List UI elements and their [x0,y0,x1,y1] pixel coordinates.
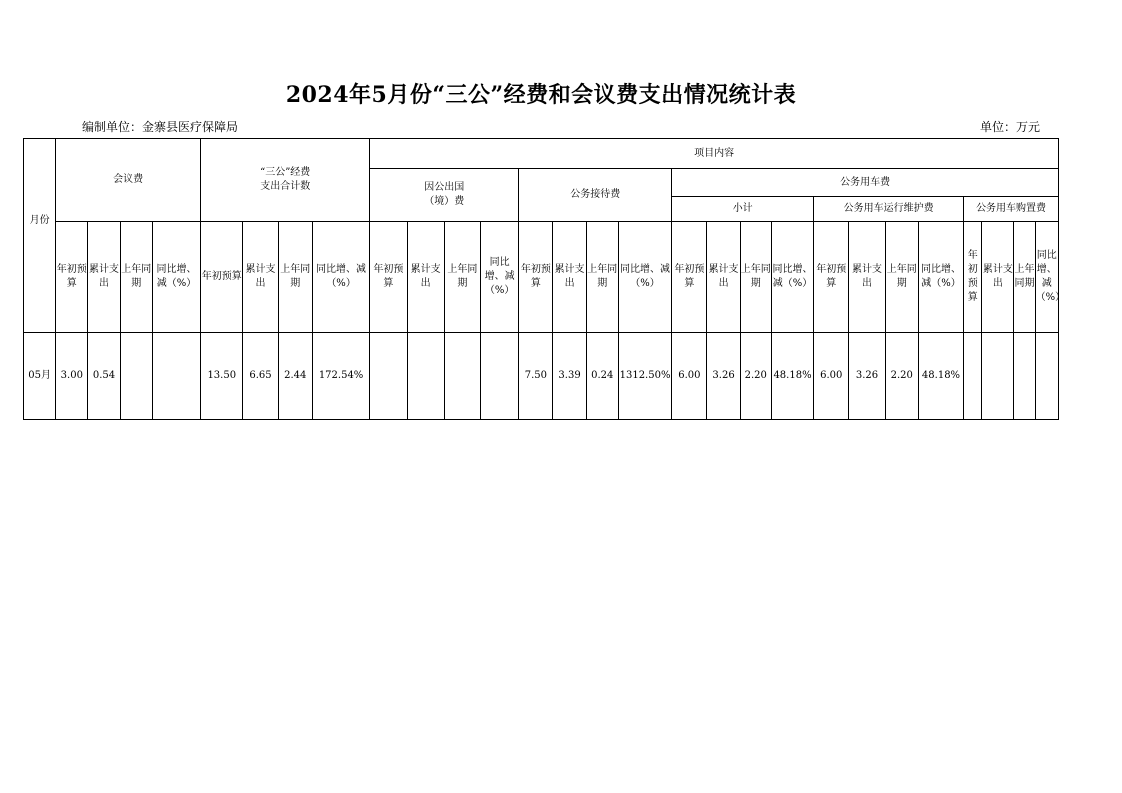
meeting-cumulative: 0.54 [88,333,120,420]
purchase-yoy-header: 同比增、减（%） [1035,222,1058,333]
month-header-top [24,139,56,222]
overseas-header-line2: （境）费 [424,196,465,207]
table-row [24,333,1059,420]
meeting-fee-header: 会议费 [56,139,201,222]
meeting-last-year [120,333,152,420]
sangong-yoy: 172.54% [312,333,369,420]
maintenance-last-year: 2.20 [885,333,918,420]
subtotal-cumulative-header: 累计支出 [707,222,740,333]
overseas-header-line1: 因公出国 [424,182,465,193]
overseas-yoy [480,333,518,420]
sangong-yoy-header: 同比增、减（%） [312,222,369,333]
reception-cumulative-header: 累计支出 [553,222,586,333]
maintenance-yoy: 48.18% [918,333,963,420]
currency-unit: 单位：万元 [979,120,1040,134]
vehicle-header: 公务用车费 [672,169,1059,197]
meeting-yoy-header: 同比增、减（%） [152,222,200,333]
purchase-yoy [1035,333,1058,420]
compiling-unit: 编制单位：金寨县医疗保障局 [82,120,239,134]
overseas-last-year [444,333,480,420]
meeting-last-year-header: 上年同期 [120,222,152,333]
vehicle-maintenance-header: 公务用车运行维护费 [814,197,964,222]
month-header-label: 月份 [29,214,50,226]
sangong-budget-header: 年初预算 [201,222,243,333]
page-title: 2024年5月份“三公”经费和会议费支出情况统计表 [285,82,797,108]
meeting-budget: 3.00 [56,333,88,420]
subtotal-cumulative: 3.26 [707,333,740,420]
sangong-last-year-header: 上年同期 [278,222,312,333]
purchase-cumulative [982,333,1014,420]
project-content-header: 项目内容 [370,139,1059,169]
subtotal-last-year: 2.20 [740,333,771,420]
subtotal-budget: 6.00 [672,333,707,420]
purchase-budget-header: 年初预算 [964,222,982,333]
sangong-cumulative-header: 累计支出 [243,222,278,333]
maintenance-budget-header: 年初预算 [814,222,849,333]
meeting-yoy [152,333,200,420]
overseas-yoy-header: 同比增、减（%） [480,222,518,333]
reception-yoy-header: 同比增、减（%） [618,222,671,333]
subtotal-yoy: 48.18% [771,333,813,420]
statistics-table [23,138,1066,420]
purchase-cumulative-header: 累计支出 [982,222,1014,333]
sangong-total-header-line1: “三公”经费 [260,167,311,178]
reception-budget: 7.50 [519,333,553,420]
subtotal-budget-header: 年初预算 [672,222,707,333]
row-month: 05月 [24,333,56,420]
reception-last-year: 0.24 [586,333,618,420]
purchase-budget [964,333,982,420]
vehicle-purchase-header: 公务用车购置费 [964,197,1059,222]
maintenance-last-year-header: 上年同期 [885,222,918,333]
meeting-cumulative-header: 累计支出 [88,222,120,333]
reception-header: 公务接待费 [519,169,672,222]
sangong-total-header-line2: 支出合计数 [260,181,311,192]
maintenance-yoy-header: 同比增、减（%） [918,222,963,333]
overseas-budget-header: 年初预算 [370,222,407,333]
sangong-cumulative: 6.65 [243,333,278,420]
maintenance-budget: 6.00 [814,333,849,420]
subtotal-last-year-header: 上年同期 [740,222,771,333]
overseas-cumulative [407,333,444,420]
overseas-header [370,169,519,222]
maintenance-cumulative: 3.26 [849,333,885,420]
reception-cumulative: 3.39 [553,333,586,420]
reception-yoy: 1312.50% [618,333,671,420]
subtotal-yoy-header: 同比增、减（%） [771,222,813,333]
sangong-budget: 13.50 [201,333,243,420]
overseas-cumulative-header: 累计支出 [407,222,444,333]
overseas-last-year-header: 上年同期 [444,222,480,333]
overseas-budget [370,333,407,420]
meeting-budget-header: 年初预算 [56,222,88,333]
reception-budget-header: 年初预算 [519,222,553,333]
sangong-last-year: 2.44 [278,333,312,420]
purchase-last-year-header: 上年同期 [1014,222,1035,333]
purchase-last-year [1014,333,1035,420]
reception-last-year-header: 上年同期 [586,222,618,333]
sangong-total-header [201,139,370,222]
month-header [24,214,56,333]
vehicle-subtotal-header: 小计 [672,197,814,222]
maintenance-cumulative-header: 累计支出 [849,222,885,333]
